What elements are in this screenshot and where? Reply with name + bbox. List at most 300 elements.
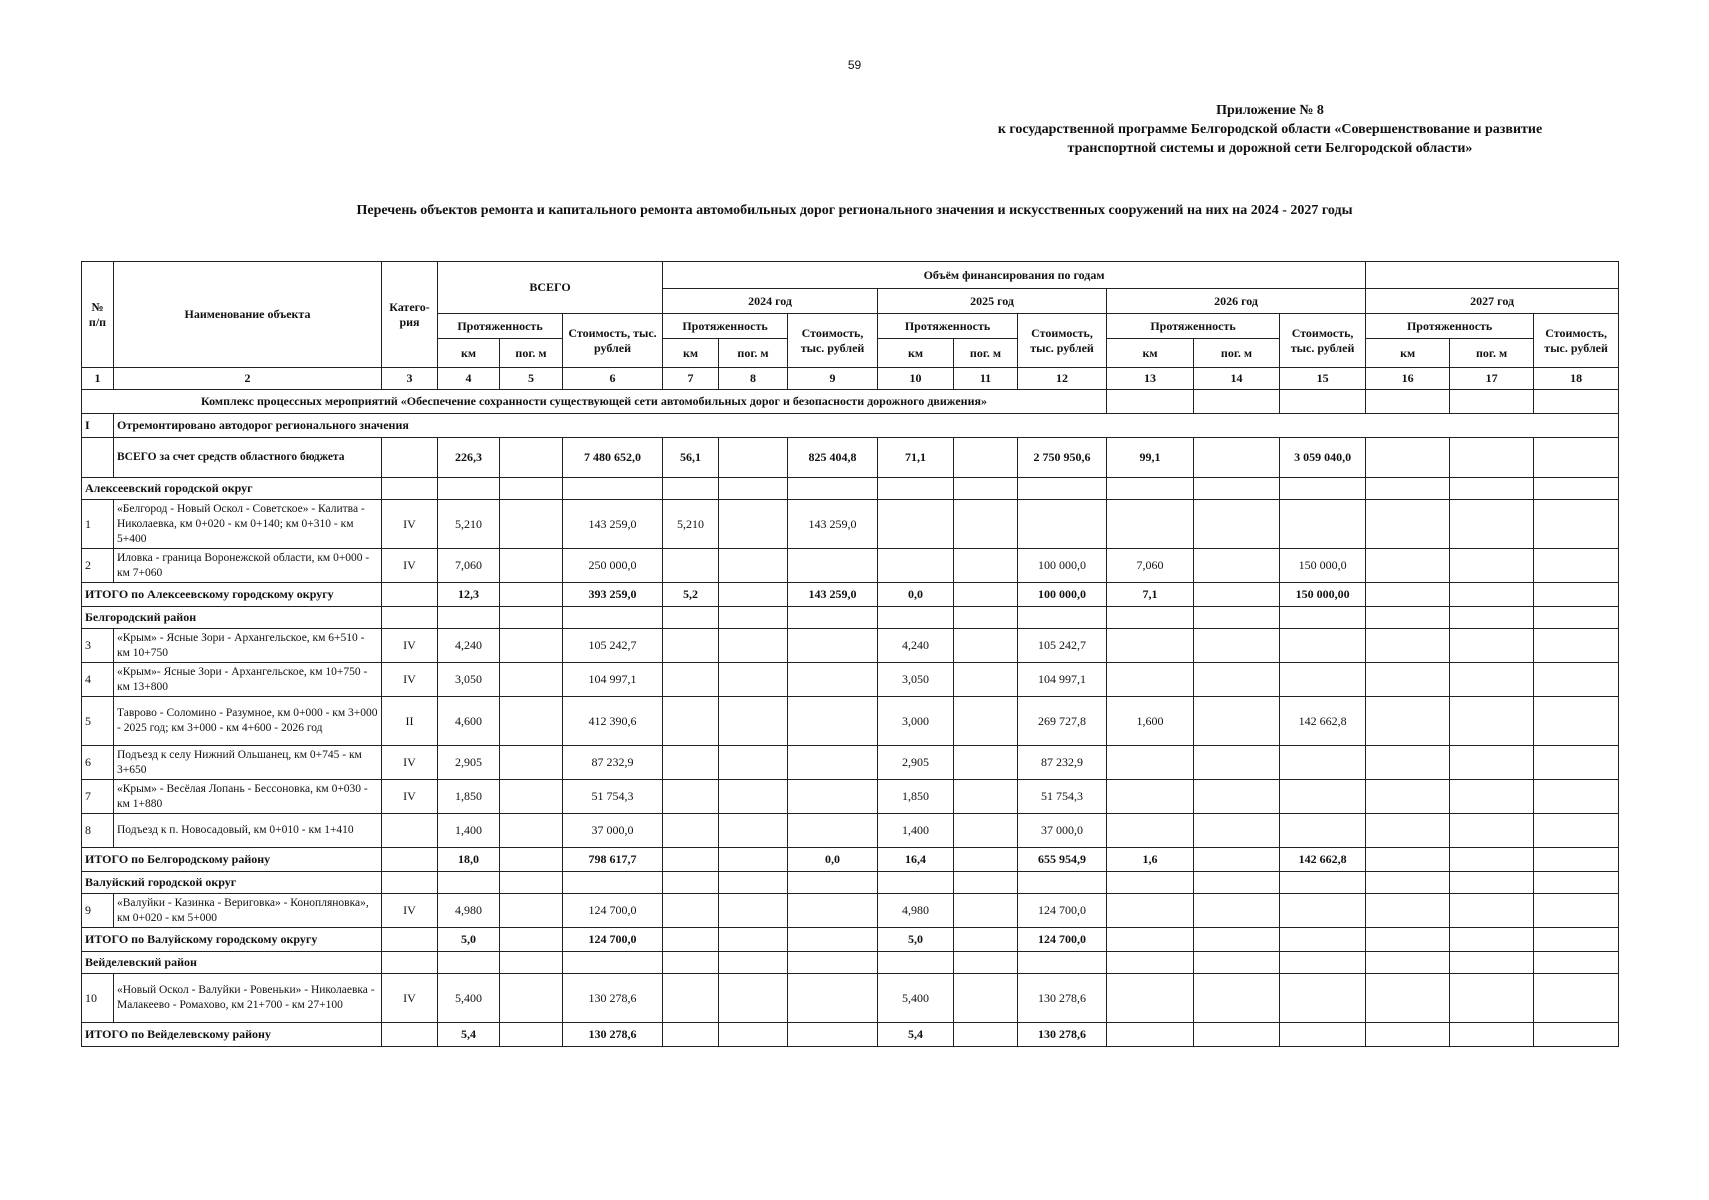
column-number: 9 xyxy=(788,368,878,390)
col-10-value: 71,1 xyxy=(878,438,954,478)
column-number: 1 xyxy=(82,368,114,390)
complex-title: Комплекс процессных мероприятий «Обеспечение сохранности существующей сети автомобильных дорог и безопасности дорожного движения» xyxy=(82,390,1107,414)
col-14-value xyxy=(1194,629,1280,663)
col-11-value xyxy=(954,974,1018,1023)
col-12-value: 104 997,1 xyxy=(1018,663,1107,697)
header-cost: Стоимость, тыс. рублей xyxy=(1534,314,1619,368)
category-cell: IV xyxy=(382,500,438,549)
col-6-value: 393 259,0 xyxy=(563,583,663,607)
empty-cell xyxy=(719,607,788,629)
category-cell: IV xyxy=(382,663,438,697)
empty-cell xyxy=(563,478,663,500)
col-5-value xyxy=(500,629,563,663)
col-6-value: 250 000,0 xyxy=(563,549,663,583)
col-11-value xyxy=(954,438,1018,478)
empty-cell xyxy=(1280,872,1366,894)
appendix-line-2: к государственной программе Белгородской области «Совершенствование и развитие xyxy=(997,122,1543,137)
col-9-value xyxy=(788,974,878,1023)
category-cell xyxy=(382,583,438,607)
col-4-value: 3,050 xyxy=(438,663,500,697)
col-15-value xyxy=(1280,974,1366,1023)
col-10-value: 4,240 xyxy=(878,629,954,663)
col-11-value xyxy=(954,894,1018,928)
district-total-label: ИТОГО по Вейделевскому району xyxy=(82,1023,382,1047)
grand-total-label: ВСЕГО за счет средств областного бюджета xyxy=(114,438,382,478)
object-name: «Крым»- Ясные Зори - Архангельское, км 10+750 - км 13+800 xyxy=(114,663,382,697)
column-number: 14 xyxy=(1194,368,1280,390)
col-15-value: 142 662,8 xyxy=(1280,697,1366,746)
col-12-value xyxy=(1018,500,1107,549)
col-17-value xyxy=(1450,629,1534,663)
col-10-value: 3,000 xyxy=(878,697,954,746)
col-8-value xyxy=(719,629,788,663)
col-12-value: 105 242,7 xyxy=(1018,629,1107,663)
col-16-value xyxy=(1366,549,1450,583)
empty-cell xyxy=(1366,390,1450,414)
category-cell xyxy=(382,928,438,952)
col-7-value xyxy=(663,928,719,952)
col-5-value xyxy=(500,663,563,697)
col-18-value xyxy=(1534,500,1619,549)
col-12-value: 37 000,0 xyxy=(1018,814,1107,848)
empty-cell xyxy=(1018,607,1107,629)
empty-cell xyxy=(1450,390,1534,414)
header-financing: Объём финансирования по годам xyxy=(663,262,1366,289)
col-8-value xyxy=(719,583,788,607)
empty-cell xyxy=(878,607,954,629)
empty-cell xyxy=(1107,478,1194,500)
empty-cell xyxy=(719,872,788,894)
col-5-value xyxy=(500,1023,563,1047)
col-12-value: 130 278,6 xyxy=(1018,1023,1107,1047)
header-year-2024: 2024 год xyxy=(663,289,878,314)
empty-cell xyxy=(382,607,438,629)
col-5-value xyxy=(500,438,563,478)
col-15-value xyxy=(1280,746,1366,780)
column-number: 8 xyxy=(719,368,788,390)
col-14-value xyxy=(1194,697,1280,746)
empty-cell xyxy=(1194,607,1280,629)
col-11-value xyxy=(954,814,1018,848)
empty-cell xyxy=(1450,872,1534,894)
empty-cell xyxy=(1366,607,1450,629)
appendix-header xyxy=(930,101,1610,158)
col-15-value: 142 662,8 xyxy=(1280,848,1366,872)
col-17-value xyxy=(1450,549,1534,583)
category-cell xyxy=(382,1023,438,1047)
col-10-value: 4,980 xyxy=(878,894,954,928)
col-10-value xyxy=(878,500,954,549)
row-number: 9 xyxy=(82,894,114,928)
row-number: 5 xyxy=(82,697,114,746)
col-6-value: 124 700,0 xyxy=(563,894,663,928)
col-14-value xyxy=(1194,583,1280,607)
header-pog-m: пог. м xyxy=(1450,339,1534,368)
col-11-value xyxy=(954,928,1018,952)
district-name: Валуйский городской округ xyxy=(82,872,382,894)
table-row xyxy=(82,746,1619,780)
col-8-value xyxy=(719,780,788,814)
col-14-value xyxy=(1194,780,1280,814)
col-13-value xyxy=(1107,780,1194,814)
empty-cell xyxy=(438,872,500,894)
table-row xyxy=(82,629,1619,663)
col-18-value xyxy=(1534,549,1619,583)
col-5-value xyxy=(500,697,563,746)
empty-cell xyxy=(500,952,563,974)
col-12-value: 124 700,0 xyxy=(1018,894,1107,928)
header-km: км xyxy=(663,339,719,368)
empty-cell xyxy=(954,478,1018,500)
empty-cell xyxy=(1366,478,1450,500)
column-number: 6 xyxy=(563,368,663,390)
col-14-value xyxy=(1194,1023,1280,1047)
empty-cell xyxy=(878,952,954,974)
empty-cell xyxy=(1107,607,1194,629)
header-length: Протяженность xyxy=(878,314,1018,339)
header-length: Протяженность xyxy=(1366,314,1534,339)
col-16-value xyxy=(1366,500,1450,549)
col-9-value: 143 259,0 xyxy=(788,583,878,607)
header-category: Катего- рия xyxy=(382,262,438,368)
empty-cell xyxy=(1107,952,1194,974)
col-4-value: 4,980 xyxy=(438,894,500,928)
col-13-value xyxy=(1107,663,1194,697)
header-pog-m: пог. м xyxy=(719,339,788,368)
col-15-value xyxy=(1280,663,1366,697)
col-15-value xyxy=(1280,928,1366,952)
col-17-value xyxy=(1450,583,1534,607)
empty-cell xyxy=(1018,478,1107,500)
col-6-value: 130 278,6 xyxy=(563,1023,663,1047)
col-9-value xyxy=(788,697,878,746)
district-header-row xyxy=(82,478,1619,500)
section-number: I xyxy=(82,414,114,438)
empty-cell xyxy=(1107,390,1194,414)
district-name: Алексеевский городской округ xyxy=(82,478,382,500)
col-8-value xyxy=(719,848,788,872)
empty-cell xyxy=(1194,478,1280,500)
column-numbers-row xyxy=(82,368,1619,390)
col-5-value xyxy=(500,500,563,549)
col-5-value xyxy=(500,974,563,1023)
col-4-value: 2,905 xyxy=(438,746,500,780)
col-11-value xyxy=(954,746,1018,780)
empty-cell xyxy=(438,952,500,974)
col-10-value: 2,905 xyxy=(878,746,954,780)
col-4-value: 4,600 xyxy=(438,697,500,746)
col-13-value: 7,1 xyxy=(1107,583,1194,607)
col-6-value: 51 754,3 xyxy=(563,780,663,814)
empty-cell xyxy=(1194,952,1280,974)
header-cost: Стоимость, тыс. рублей xyxy=(1018,314,1107,368)
col-18-value xyxy=(1534,438,1619,478)
category-cell: IV xyxy=(382,780,438,814)
empty-cell xyxy=(1018,952,1107,974)
appendix-line-3: транспортной системы и дорожной сети Белгородской области» xyxy=(1067,141,1473,156)
object-name: Подъезд к п. Новосадовый, км 0+010 - км 1+410 xyxy=(114,814,382,848)
empty-cell xyxy=(1534,952,1619,974)
district-total-row xyxy=(82,928,1619,952)
document-title: Перечень объектов ремонта и капитального ремонта автомобильных дорог регионального значения и искусственных сооружений на них на 2024 - 2027 годы xyxy=(356,203,1353,218)
col-9-value xyxy=(788,663,878,697)
col-13-value: 7,060 xyxy=(1107,549,1194,583)
empty-cell xyxy=(382,872,438,894)
col-18-value xyxy=(1534,746,1619,780)
col-6-value: 104 997,1 xyxy=(563,663,663,697)
col-17-value xyxy=(1450,746,1534,780)
col-16-value xyxy=(1366,663,1450,697)
col-10-value: 0,0 xyxy=(878,583,954,607)
col-18-value xyxy=(1534,894,1619,928)
empty-cell xyxy=(1280,607,1366,629)
category-cell xyxy=(382,438,438,478)
empty-cell xyxy=(563,952,663,974)
column-number: 4 xyxy=(438,368,500,390)
row-number: 10 xyxy=(82,974,114,1023)
empty-cell xyxy=(1366,872,1450,894)
col-14-value xyxy=(1194,848,1280,872)
col-14-value xyxy=(1194,974,1280,1023)
col-13-value: 1,6 xyxy=(1107,848,1194,872)
col-16-value xyxy=(1366,894,1450,928)
col-17-value xyxy=(1450,780,1534,814)
col-10-value xyxy=(878,549,954,583)
col-16-value xyxy=(1366,780,1450,814)
object-name: Таврово - Соломино - Разумное, км 0+000 - км 3+000 - 2025 год; км 3+000 - км 4+600 - 2026 год xyxy=(114,697,382,746)
table-row xyxy=(82,814,1619,848)
col-9-value xyxy=(788,629,878,663)
category-cell: IV xyxy=(382,549,438,583)
category-cell: IV xyxy=(382,974,438,1023)
header-km: км xyxy=(1366,339,1450,368)
empty-cell xyxy=(788,607,878,629)
header-year-2026: 2026 год xyxy=(1107,289,1366,314)
col-13-value xyxy=(1107,500,1194,549)
col-8-value xyxy=(719,928,788,952)
col-4-value: 5,4 xyxy=(438,1023,500,1047)
col-11-value xyxy=(954,697,1018,746)
appendix-line-1: Приложение № 8 xyxy=(1216,103,1324,118)
section-row xyxy=(82,414,1619,438)
col-9-value: 143 259,0 xyxy=(788,500,878,549)
col-11-value xyxy=(954,583,1018,607)
column-number: 12 xyxy=(1018,368,1107,390)
empty-cell xyxy=(1107,872,1194,894)
objects-table xyxy=(81,261,1619,1047)
col-7-value xyxy=(663,780,719,814)
col-7-value: 56,1 xyxy=(663,438,719,478)
col-7-value xyxy=(663,629,719,663)
col-18-value xyxy=(1534,848,1619,872)
grand-total-row xyxy=(82,438,1619,478)
col-8-value xyxy=(719,500,788,549)
header-pog-m: пог. м xyxy=(954,339,1018,368)
col-9-value xyxy=(788,928,878,952)
col-4-value: 12,3 xyxy=(438,583,500,607)
col-8-value xyxy=(719,746,788,780)
empty-cell xyxy=(563,872,663,894)
col-15-value xyxy=(1280,500,1366,549)
col-4-value: 226,3 xyxy=(438,438,500,478)
header-year-2025: 2025 год xyxy=(878,289,1107,314)
col-10-value: 16,4 xyxy=(878,848,954,872)
district-total-label: ИТОГО по Алексеевскому городскому округу xyxy=(82,583,382,607)
header-length: Протяженность xyxy=(663,314,788,339)
empty-cell xyxy=(954,872,1018,894)
header-num: № п/п xyxy=(82,262,114,368)
table-row xyxy=(82,894,1619,928)
object-name: Подъезд к селу Нижний Ольшанец, км 0+745 - км 3+650 xyxy=(114,746,382,780)
col-17-value xyxy=(1450,848,1534,872)
col-8-value xyxy=(719,894,788,928)
empty-cell xyxy=(663,478,719,500)
column-number: 18 xyxy=(1534,368,1619,390)
col-9-value xyxy=(788,1023,878,1047)
empty-cell xyxy=(788,872,878,894)
complex-row xyxy=(82,390,1619,414)
empty-cell xyxy=(663,952,719,974)
header-km: км xyxy=(438,339,500,368)
column-number: 7 xyxy=(663,368,719,390)
col-17-value xyxy=(1450,697,1534,746)
col-8-value xyxy=(719,974,788,1023)
col-4-value: 5,0 xyxy=(438,928,500,952)
col-10-value: 1,400 xyxy=(878,814,954,848)
col-16-value xyxy=(1366,848,1450,872)
col-7-value xyxy=(663,814,719,848)
empty-cell xyxy=(954,952,1018,974)
col-16-value xyxy=(1366,629,1450,663)
col-15-value xyxy=(1280,629,1366,663)
col-11-value xyxy=(954,549,1018,583)
col-7-value: 5,2 xyxy=(663,583,719,607)
col-12-value: 269 727,8 xyxy=(1018,697,1107,746)
col-8-value xyxy=(719,549,788,583)
row-number: 1 xyxy=(82,500,114,549)
col-17-value xyxy=(1450,814,1534,848)
column-number: 11 xyxy=(954,368,1018,390)
col-6-value: 130 278,6 xyxy=(563,974,663,1023)
header-year-2027: 2027 год xyxy=(1366,289,1619,314)
col-9-value xyxy=(788,549,878,583)
col-17-value xyxy=(1450,1023,1534,1047)
col-11-value xyxy=(954,500,1018,549)
col-11-value xyxy=(954,780,1018,814)
empty-cell xyxy=(1366,952,1450,974)
empty-cell xyxy=(663,872,719,894)
header-pog-m: пог. м xyxy=(1194,339,1280,368)
empty-cell xyxy=(1280,478,1366,500)
empty-cell xyxy=(788,952,878,974)
col-6-value: 143 259,0 xyxy=(563,500,663,549)
empty-cell xyxy=(438,478,500,500)
col-14-value xyxy=(1194,500,1280,549)
col-7-value xyxy=(663,697,719,746)
header-length: Протяженность xyxy=(1107,314,1280,339)
col-7-value: 5,210 xyxy=(663,500,719,549)
empty-cell xyxy=(438,607,500,629)
empty-cell xyxy=(382,478,438,500)
column-number: 3 xyxy=(382,368,438,390)
col-6-value: 798 617,7 xyxy=(563,848,663,872)
col-5-value xyxy=(500,746,563,780)
col-12-value: 87 232,9 xyxy=(1018,746,1107,780)
empty-cell xyxy=(719,952,788,974)
col-8-value xyxy=(719,697,788,746)
col-7-value xyxy=(663,549,719,583)
col-9-value: 0,0 xyxy=(788,848,878,872)
empty-cell xyxy=(382,952,438,974)
col-16-value xyxy=(1366,974,1450,1023)
district-header-row xyxy=(82,872,1619,894)
col-4-value: 1,400 xyxy=(438,814,500,848)
header-name: Наименование объекта xyxy=(114,262,382,368)
row-number: 8 xyxy=(82,814,114,848)
col-4-value: 5,210 xyxy=(438,500,500,549)
col-9-value xyxy=(788,746,878,780)
col-15-value xyxy=(1280,1023,1366,1047)
col-13-value xyxy=(1107,974,1194,1023)
empty-cell xyxy=(1534,872,1619,894)
header-km: км xyxy=(1107,339,1194,368)
col-13-value xyxy=(1107,1023,1194,1047)
empty-cell xyxy=(878,872,954,894)
header-pog-m: пог. м xyxy=(500,339,563,368)
object-name: «Крым» - Весёлая Лопань - Бессоновка, км 0+030 - км 1+880 xyxy=(114,780,382,814)
col-16-value xyxy=(1366,1023,1450,1047)
col-10-value: 3,050 xyxy=(878,663,954,697)
row-number: 3 xyxy=(82,629,114,663)
col-4-value: 1,850 xyxy=(438,780,500,814)
empty-cell xyxy=(1534,607,1619,629)
header-cost: Стоимость, тыс. рублей xyxy=(1280,314,1366,368)
col-17-value xyxy=(1450,500,1534,549)
col-14-value xyxy=(1194,894,1280,928)
col-6-value: 412 390,6 xyxy=(563,697,663,746)
col-7-value xyxy=(663,663,719,697)
header-total: ВСЕГО xyxy=(438,262,663,314)
empty-cell xyxy=(500,607,563,629)
district-total-row xyxy=(82,848,1619,872)
col-18-value xyxy=(1534,663,1619,697)
col-15-value: 3 059 040,0 xyxy=(1280,438,1366,478)
category-cell: IV xyxy=(382,746,438,780)
category-cell: IV xyxy=(382,629,438,663)
table-row xyxy=(82,780,1619,814)
col-12-value: 51 754,3 xyxy=(1018,780,1107,814)
category-cell xyxy=(382,814,438,848)
col-9-value xyxy=(788,780,878,814)
col-14-value xyxy=(1194,814,1280,848)
column-number: 13 xyxy=(1107,368,1194,390)
col-10-value: 5,4 xyxy=(878,1023,954,1047)
table-row xyxy=(82,697,1619,746)
col-13-value xyxy=(1107,928,1194,952)
col-7-value xyxy=(663,894,719,928)
row-number xyxy=(82,438,114,478)
empty-cell xyxy=(500,478,563,500)
col-16-value xyxy=(1366,583,1450,607)
col-14-value xyxy=(1194,438,1280,478)
col-8-value xyxy=(719,663,788,697)
col-15-value: 150 000,00 xyxy=(1280,583,1366,607)
col-18-value xyxy=(1534,780,1619,814)
col-5-value xyxy=(500,780,563,814)
column-number: 10 xyxy=(878,368,954,390)
col-13-value: 99,1 xyxy=(1107,438,1194,478)
col-6-value: 37 000,0 xyxy=(563,814,663,848)
